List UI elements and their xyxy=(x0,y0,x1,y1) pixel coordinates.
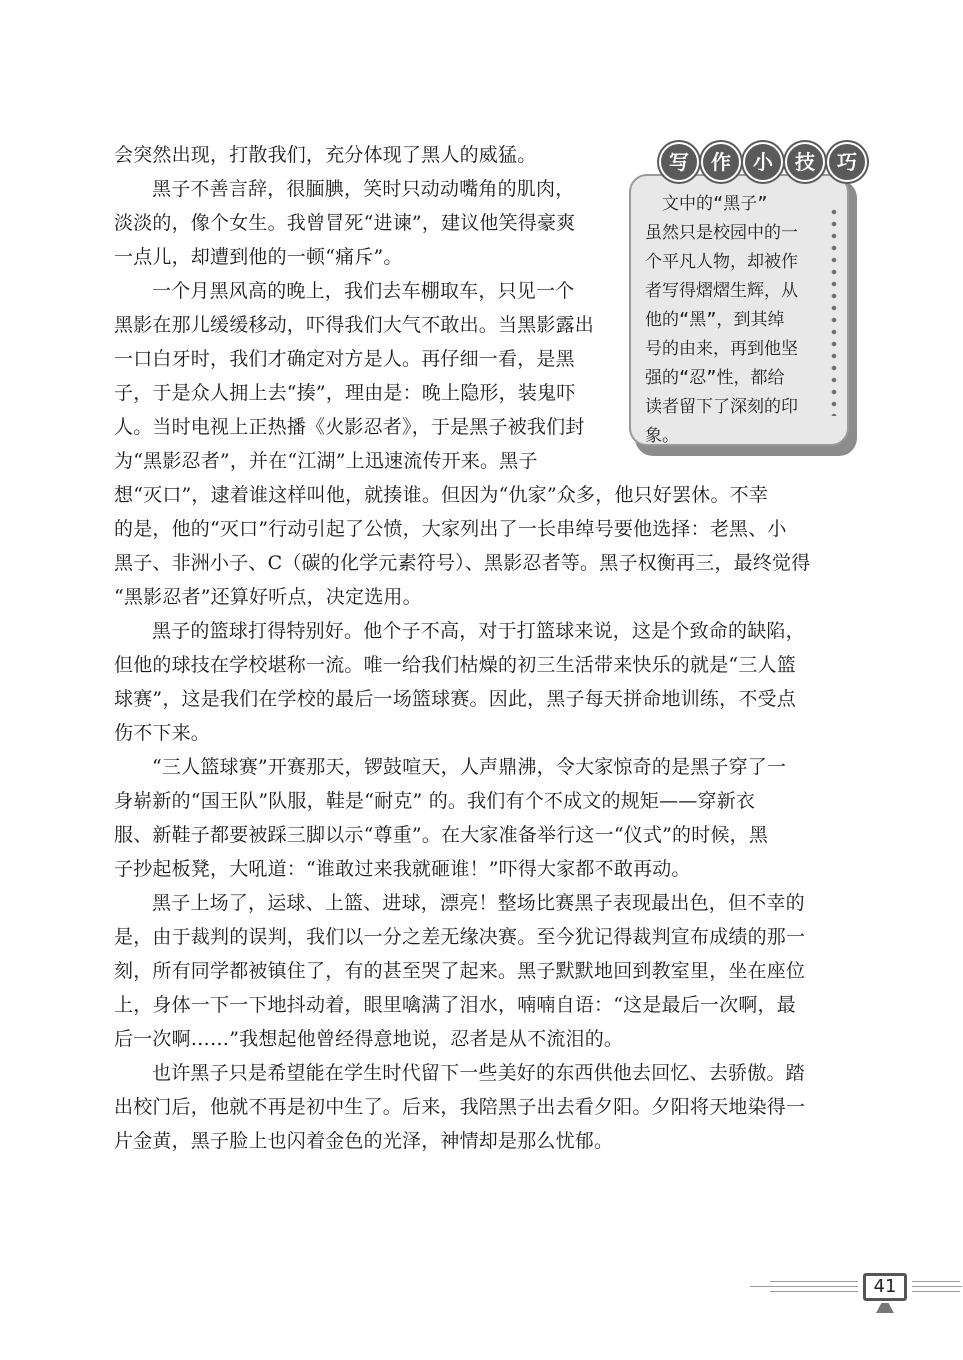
page-rule xyxy=(750,1286,858,1287)
body-line: 一个月黑风高的晚上，我们去车棚取车，只见一个 xyxy=(152,280,575,302)
body-line: 伤不下来。 xyxy=(114,722,211,744)
tips-line: 文中的“黑子” xyxy=(645,194,768,214)
body-line: 黑子上场了，运球、上篮、进球，漂亮！整场比赛黑子表现最出色，但不幸的 xyxy=(152,892,805,914)
tips-line: 个平凡人物，却被作 xyxy=(645,252,798,272)
tips-title-char: 小 xyxy=(743,142,783,182)
body-line: 人。当时电视上正热播《火影忍者》，于是黑子被我们封 xyxy=(114,416,585,438)
body-line: 淡淡的，像个女生。我曾冒死“进谏”，建议他笑得豪爽 xyxy=(114,212,576,234)
body-line: “黑影忍者”还算好听点，决定选用。 xyxy=(114,586,422,608)
body-line: 黑子、非洲小子、C（碳的化学元素符号）、黑影忍者等。黑子权衡再三，最终觉得 xyxy=(114,552,811,574)
body-line: 是，由于裁判的误判，我们以一分之差无缘决赛。至今犹记得裁判宣布成绩的那一 xyxy=(114,926,806,948)
tips-title-char: 作 xyxy=(701,142,741,182)
body-line: 一口白牙时，我们才确定对方是人。再仔细一看，是黑 xyxy=(114,348,575,370)
body-line: 刻，所有同学都被镇住了，有的甚至哭了起来。黑子默默地回到教室里，坐在座位 xyxy=(114,960,806,982)
body-line: 但他的球技在学校堪称一流。唯一给我们枯燥的初三生活带来快乐的就是“三人篮 xyxy=(114,654,796,676)
body-line: 会突然出现，打散我们，充分体现了黑人的威猛。 xyxy=(114,144,537,166)
body-line: 黑影在那儿缓缓移动，吓得我们大气不敢出。当黑影露出 xyxy=(114,314,595,336)
tips-line: 号的由来，再到他坚 xyxy=(645,339,798,359)
body-line: 出校门后，他就不再是初中生了。后来，我陪黑子出去看夕阳。夕阳将天地染得一 xyxy=(114,1096,806,1118)
tips-line: 象。 xyxy=(645,426,679,446)
body-line: 一点儿，却遭到他的一顿“痛斥”。 xyxy=(114,246,403,268)
tips-title-char: 技 xyxy=(785,142,825,182)
body-line: “三人篮球赛”开赛那天，锣鼓喧天，人声鼎沸，令大家惊奇的是黑子穿了一 xyxy=(152,756,787,778)
tips-line: 他的“黑”，到其绰 xyxy=(645,310,785,330)
body-line: 后一次啊……”我想起他曾经得意地说，忍者是从不流泪的。 xyxy=(114,1028,624,1050)
body-line: 上，身体一下一下地抖动着，眼里噙满了泪水，喃喃自语：“这是最后一次啊，最 xyxy=(114,994,796,1016)
page-rule xyxy=(912,1281,960,1282)
body-line: 子，于是众人拥上去“揍”，理由是：晚上隐形，装鬼吓 xyxy=(114,382,576,404)
body-line: 球赛”，这是我们在学校的最后一场篮球赛。因此，黑子每天拼命地训练，不受点 xyxy=(114,688,796,710)
tips-line: 者写得熠熠生辉，从 xyxy=(645,281,798,301)
tips-line: 读者留下了深刻的印 xyxy=(645,397,798,417)
tips-line: 强的“忍”性，都给 xyxy=(645,368,785,388)
body-line: 服、新鞋子都要被踩三脚以示“尊重”。在大家准备举行这一“仪式”的时候，黑 xyxy=(114,824,769,846)
body-line: 黑子的篮球打得特别好。他个子不高，对于打篮球来说，这是个致命的缺陷， xyxy=(152,620,805,642)
tips-title-char: 写 xyxy=(659,142,699,182)
writing-tips-box xyxy=(627,140,863,458)
tips-panel xyxy=(629,174,849,446)
body-line: 子抄起板凳，大吼道：“谁敢过来我就砸谁！”吓得大家都不敢再动。 xyxy=(114,858,691,880)
body-line: 黑子不善言辞，很腼腆，笑时只动动嘴角的肌肉， xyxy=(152,178,575,200)
monitor-stand-icon xyxy=(876,1303,894,1313)
page-rule xyxy=(912,1286,962,1287)
body-line: 为“黑影忍者”，并在“江湖”上迅速流传开来。黑子 xyxy=(114,450,538,472)
page-rule xyxy=(770,1281,858,1282)
page-rule xyxy=(770,1291,858,1292)
page-rule xyxy=(912,1291,960,1292)
body-line: 也许黑子只是希望能在学生时代留下一些美好的东西供他去回忆、去骄傲。踏 xyxy=(152,1062,805,1084)
tips-title xyxy=(659,142,867,182)
tips-title-char: 巧 xyxy=(827,142,867,182)
body-line: 片金黄，黑子脸上也闪着金色的光泽，神情却是那么忧郁。 xyxy=(114,1130,614,1152)
body-line: 想“灭口”，逮着谁这样叫他，就揍谁。但因为“仇家”众多，他只好罢休。不幸 xyxy=(114,484,769,506)
tips-line: 虽然只是校园中的一 xyxy=(645,223,798,243)
body-line: 身崭新的“国王队”队服，鞋是“耐克” 的。我们有个不成文的规矩——穿新衣 xyxy=(114,790,756,812)
body-line: 的是，他的“灭口”行动引起了公愤，大家列出了一长串绰号要他选择：老黑、小 xyxy=(114,518,787,540)
page-number: 41 xyxy=(863,1273,907,1301)
